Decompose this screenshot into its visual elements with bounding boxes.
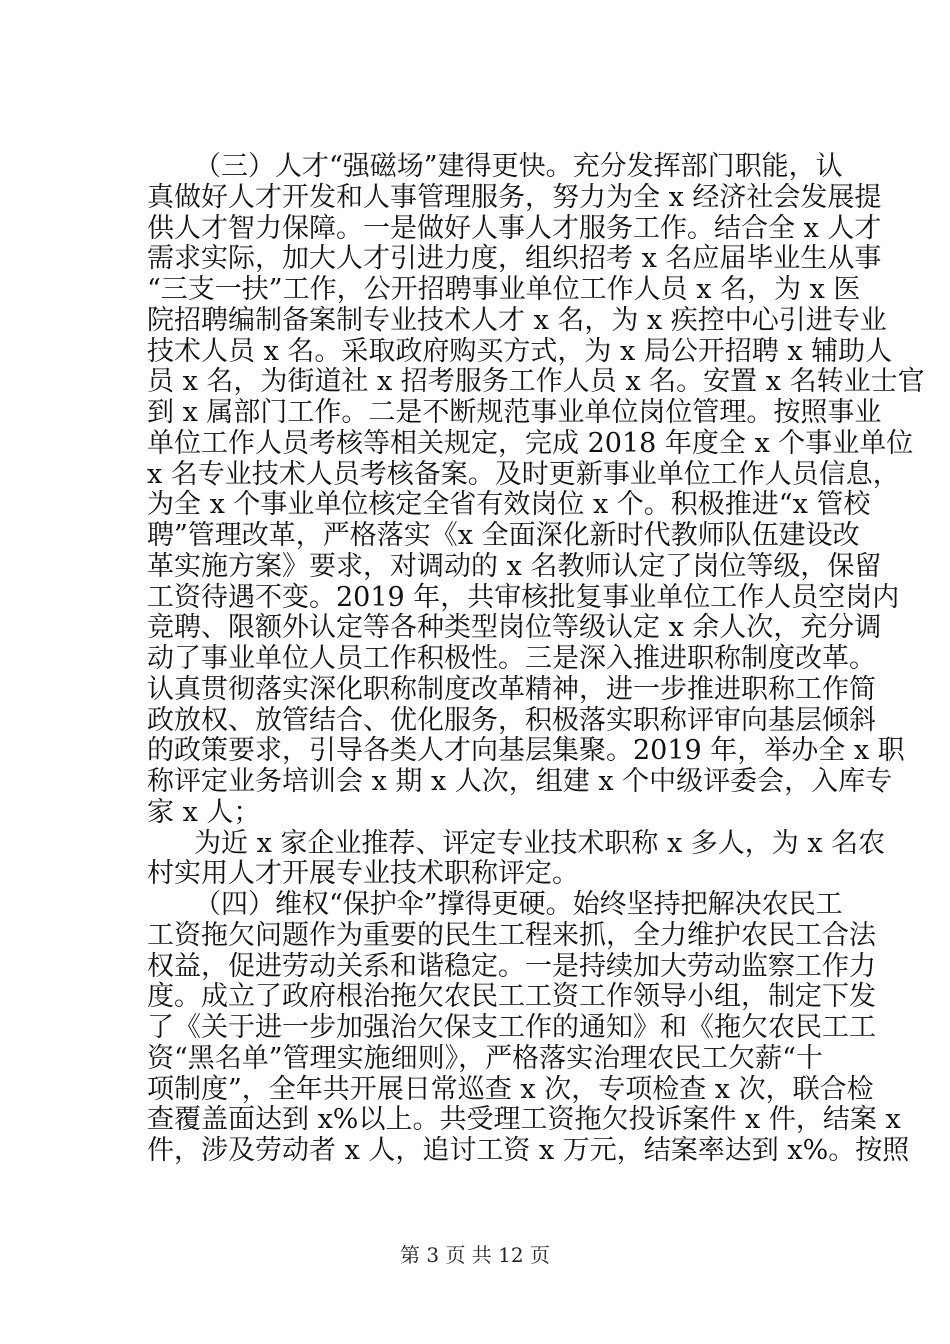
paragraph-line: 资“黑名单”管理实施细则》，严格落实治理农民工欠薪“十 bbox=[147, 1043, 823, 1074]
paragraph-line: 家 x 人； bbox=[147, 797, 261, 828]
paragraph-line: 工资拖欠问题作为重要的民生工程来抓，全力维护农民工合法 bbox=[147, 920, 876, 951]
paragraph-line: 需求实际，加大人才引进力度，组织招考 x 名应届毕业生从事 bbox=[147, 243, 882, 274]
paragraph-line: 员 x 名，为街道社 x 招考服务工作人员 x 名。安置 x 名转业士官 bbox=[147, 366, 925, 397]
paragraph-line: 聘”管理改革，严格落实《x 全面深化新时代教师队伍建设改 bbox=[147, 520, 860, 551]
paragraph-line: 政放权、放管结合、优化服务，积极落实职称评审向基层倾斜 bbox=[147, 705, 876, 736]
paragraph-line: 为全 x 个事业单位核定全省有效岗位 x 个。积极推进“x 管校 bbox=[147, 489, 871, 520]
paragraph-line: 为近 x 家企业推荐、评定专业技术职称 x 多人，为 x 名农 bbox=[194, 828, 886, 859]
paragraph-line: 权益，促进劳动关系和谐稳定。一是持续加大劳动监察工作力 bbox=[147, 951, 876, 982]
paragraph-line: 度。成立了政府根治拖欠农民工工资工作领导小组，制定下发 bbox=[147, 981, 876, 1012]
paragraph-line: 查覆盖面达到 x%以上。共受理工资拖欠投诉案件 x 件，结案 x bbox=[147, 1104, 901, 1135]
paragraph-line: 供人才智力保障。一是做好人事人才服务工作。结合全 x 人才 bbox=[147, 213, 882, 244]
paragraph-line: 单位工作人员考核等相关规定，完成 2018 年度全 x 个事业单位 bbox=[147, 428, 914, 459]
paragraph-line: （四）维权“保护伞”撑得更硬。始终坚持把解决农民工 bbox=[194, 889, 843, 920]
paragraph-line: 革实施方案》要求，对调动的 x 名教师认定了岗位等级，保留 bbox=[147, 551, 882, 582]
page-number-footer: 第 3 页 共 12 页 bbox=[400, 1243, 550, 1267]
paragraph-line: 村实用人才开展专业技术职称评定。 bbox=[147, 858, 579, 889]
paragraph-line: 称评定业务培训会 x 期 x 人次，组建 x 个中级评委会，入库专 bbox=[147, 766, 893, 797]
paragraph-line: 的政策要求，引导各类人才向基层集聚。2019 年，举办全 x 职 bbox=[147, 735, 905, 766]
paragraph-line: “三支一扶”工作，公开招聘事业单位工作人员 x 名，为 x 医 bbox=[147, 274, 861, 305]
paragraph-line: 院招聘编制备案制专业技术人才 x 名，为 x 疾控中心引进专业 bbox=[147, 305, 887, 336]
paragraph-line: 真做好人才开发和人事管理服务，努力为全 x 经济社会发展提 bbox=[147, 182, 882, 213]
paragraph-line: 动了事业单位人员工作积极性。三是深入推进职称制度改革。 bbox=[147, 643, 876, 674]
paragraph-line: 了《关于进一步加强治欠保支工作的通知》和《拖欠农民工工 bbox=[147, 1012, 876, 1043]
paragraph-line: 技术人员 x 名。采取政府购买方式，为 x 局公开招聘 x 辅助人 bbox=[147, 336, 893, 367]
paragraph-line: 到 x 属部门工作。二是不断规范事业单位岗位管理。按照事业 bbox=[147, 397, 882, 428]
paragraph-line: （三）人才“强磁场”建得更快。充分发挥部门职能，认 bbox=[194, 151, 843, 182]
paragraph-line: 认真贯彻落实深化职称制度改革精神，进一步推进职称工作简 bbox=[147, 674, 876, 705]
paragraph-line: 项制度”，全年共开展日常巡查 x 次，专项检查 x 次，联合检 bbox=[147, 1074, 874, 1105]
paragraph-line: 工资待遇不变。2019 年，共审核批复事业单位工作人员空岗内 bbox=[147, 582, 900, 613]
paragraph-line: 件，涉及劳动者 x 人，追讨工资 x 万元，结案率达到 x%。按照 bbox=[147, 1135, 910, 1166]
paragraph-line: x 名专业技术人员考核备案。及时更新事业单位工作人员信息， bbox=[147, 459, 900, 490]
paragraph-line: 竞聘、限额外认定等各种类型岗位等级认定 x 余人次，充分调 bbox=[147, 612, 882, 643]
